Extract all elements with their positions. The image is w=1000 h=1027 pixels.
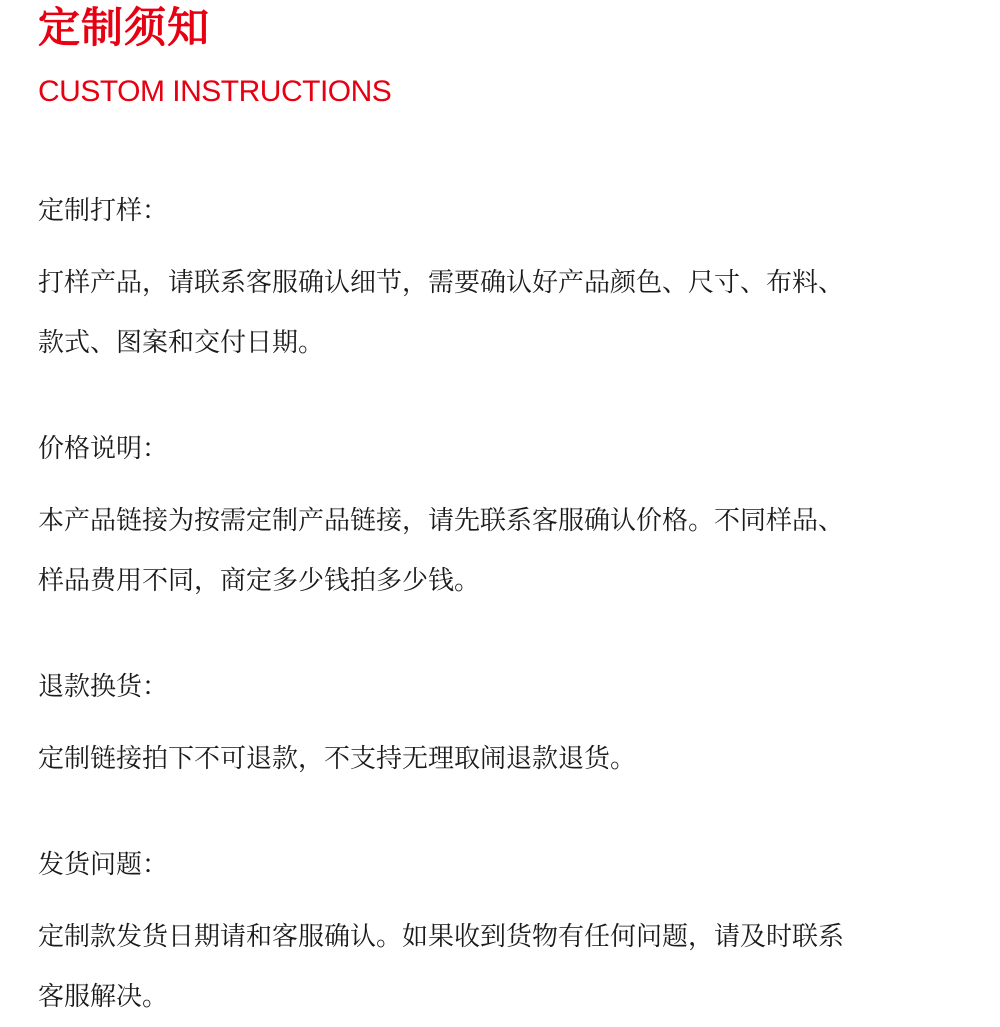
section-heading: 定制打样：: [38, 196, 169, 226]
section-body: [38, 491, 968, 611]
section-line: 定制款发货日期请和客服确认。如果收到货物有任何问题，请及时联系: [38, 922, 845, 952]
section-line: 定制链接拍下不可退款，不支持无理取闹退款退货。: [38, 744, 637, 774]
section-line: 样品费用不同，商定多少钱拍多少钱。: [38, 566, 481, 596]
page-subtitle: CUSTOM INSTRUCTIONS: [38, 75, 392, 108]
section-line: 本产品链接为按需定制产品链接，请先联系客服确认价格。不同样品、: [38, 506, 845, 536]
section-shipping: [38, 849, 968, 1027]
section-refund: [38, 671, 968, 789]
section-heading: 价格说明：: [38, 434, 169, 464]
page-title: 定制须知: [38, 3, 211, 52]
section-pricing: [38, 433, 968, 611]
section-body: [38, 729, 968, 789]
section-heading: 发货问题：: [38, 850, 169, 880]
section-sampling: [38, 195, 968, 373]
section-line: 打样产品，请联系客服确认细节，需要确认好产品颜色、尺寸、布料、: [38, 268, 845, 298]
section-heading: 退款换货：: [38, 672, 169, 702]
section-line: 客服解决。: [38, 982, 169, 1012]
section-line: 款式、图案和交付日期。: [38, 328, 325, 358]
section-body: [38, 253, 968, 373]
section-body: [38, 907, 968, 1027]
